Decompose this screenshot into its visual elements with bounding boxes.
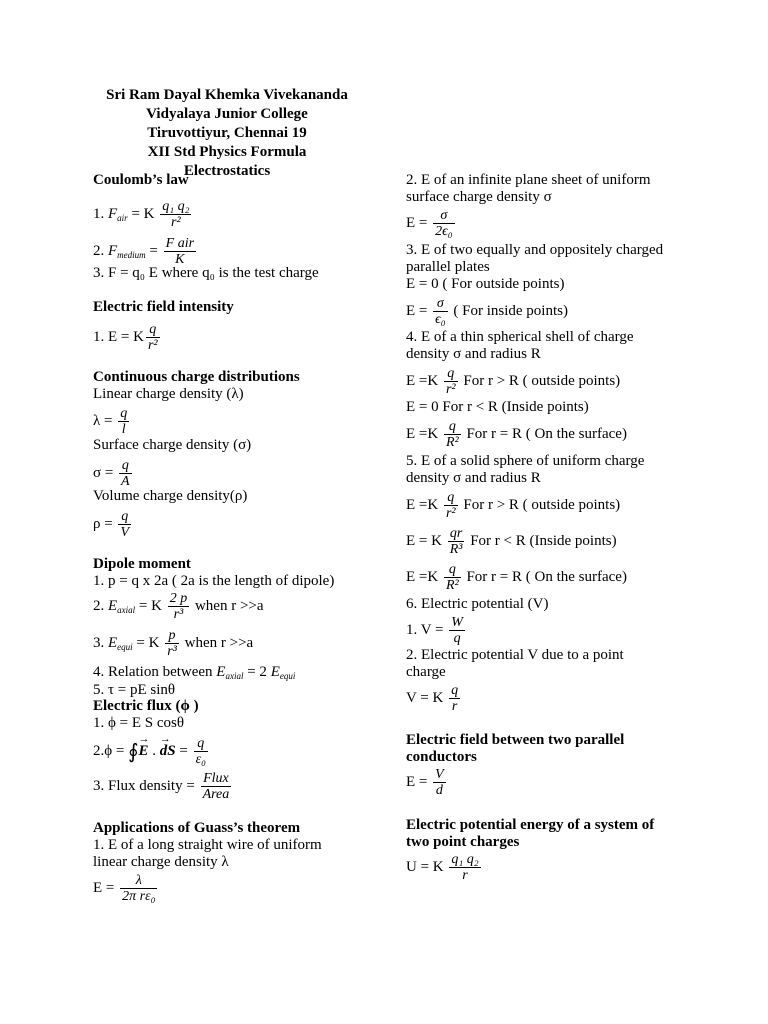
text-electric-potential: 6. Electric potential (V) [406,596,549,612]
text-shell-line2: density σ and radius R [406,346,541,362]
denominator: r [462,868,468,883]
condition: For r < R (Inside points) [466,532,617,549]
formula-plane-sheet [406,208,457,239]
fraction [168,591,190,622]
formula-coulomb-medium [93,236,198,267]
field-symbol: E [216,664,226,680]
text-solid-sphere-line2: density σ and radius R [406,470,541,486]
section-heading-coulomb: Coulomb’s law [93,172,189,188]
fraction [119,458,132,489]
vector-ds: → dS [160,743,176,760]
formula-lhs: E =K [406,372,442,389]
field-symbol: E [270,664,280,680]
equals-two: = 2 [243,664,271,680]
fraction [160,199,191,230]
denominator: q [453,631,461,646]
denominator: ϵ₀ [435,312,446,327]
denominator: R³ [449,542,463,557]
formula-torque: 5. τ = pE sinθ [93,682,176,698]
text-point-charge-line2: charge [406,664,446,680]
dot-operator: . [148,742,160,759]
formula-number: 3. [93,634,108,651]
closed-integral-icon: ∮ [128,740,139,763]
condition: For r > R ( outside points) [459,496,621,513]
denominator: ε₀ [195,752,206,767]
fraction [449,683,460,714]
formula-lhs: σ = [93,464,118,481]
header-topic: Electrostatics [183,163,271,179]
formula-shell-inside: E = 0 For r < R (Inside points) [406,399,589,415]
fraction [120,873,157,904]
formula-lhs: E =K [406,425,442,442]
text-point-charge-line1: 2. Electric potential V due to a point [406,647,624,663]
label-volume-density: Volume charge density(ρ) [93,488,248,504]
force-symbol: F [108,205,118,222]
fraction [449,852,480,883]
fraction [433,208,455,239]
vector-e: → E [139,743,149,760]
denominator: R² [445,578,459,593]
header-address: Tiruvottiyur, Chennai 19 [147,125,307,141]
section-heading-parallel-conductors-line2: conductors [406,749,477,765]
fraction [194,736,208,767]
formula-field-intensity [93,322,162,353]
formula-lhs: ρ = [93,515,117,532]
numerator: q [120,406,128,421]
field-symbol: E [108,597,118,614]
numerator: F air [165,236,195,251]
denominator: A [121,474,130,489]
section-heading-parallel-conductors: Electric field between two parallel [406,732,625,748]
text-solid-sphere-line1: 5. E of a solid sphere of uniform charge [406,453,645,469]
formula-sphere-surface [406,562,627,593]
field-symbol: E [108,634,118,651]
denominator: 2ϵ₀ [435,224,453,239]
force-symbol: F [108,242,118,259]
document-header [93,86,361,181]
formula-number: 2. [93,597,108,614]
formula-number: 2. [93,242,108,259]
numerator: q [444,366,458,382]
text-plane-sheet-line2: surface charge density σ [406,189,552,205]
formula-sphere-outside [406,490,620,521]
formula-lhs: U = K [406,858,448,875]
numerator: V [435,767,444,782]
denominator: R² [445,435,459,450]
text-wire-line1: 1. E of a long straight wire of uniform [93,837,322,853]
formula-plates-inside [406,296,568,327]
formula-potential-work [406,615,467,646]
formula-lhs: E = [406,302,432,319]
denominator: r² [445,382,456,397]
numerator: q [444,419,461,435]
formula-shell-surface [406,419,627,450]
formula-potential-energy [406,852,483,883]
subscript: equi [117,641,133,652]
numerator: q [119,458,132,474]
subscript: air [117,212,128,223]
equals-k: = K [135,597,166,614]
formula-equatorial-field [93,628,253,659]
numerator: q [194,736,208,752]
formula-dipole-moment: 1. p = q x 2a ( 2a is the length of dipole) [93,573,335,589]
fraction [118,406,129,437]
denominator: r³ [167,644,177,659]
subscript: axial [225,671,244,681]
header-school-line2: Vidyalaya Junior College [146,106,308,122]
equals-k: = K [132,634,164,651]
condition: when r >>a [191,597,264,614]
numerator: λ [120,873,157,889]
formula-lhs: λ = [93,412,117,429]
header-course: XII Std Physics Formula [147,144,307,160]
section-heading-dipole: Dipole moment [93,556,191,572]
header-school-line1: Sri Ram Dayal Khemka Vivekananda [106,87,348,103]
formula-lhs: E = K [406,532,446,549]
text-plane-sheet-line1: 2. E of an infinite plane sheet of uniform [406,172,651,188]
fraction [433,296,448,327]
formula-wire-field [93,873,159,904]
section-heading-continuous: Continuous charge distributions [93,369,300,385]
formula-parallel-conductors [406,767,448,798]
condition: For r > R ( outside points) [459,372,621,389]
numerator: 2 p [169,591,188,606]
section-heading-potential-energy: Electric potential energy of a system of [406,817,655,833]
condition: ( For inside points) [449,302,568,319]
formula-lambda [93,406,131,437]
condition: For r = R ( On the surface) [462,425,627,442]
numerator: Flux [201,771,232,787]
text-plates-line1: 3. E of two equally and oppositely charged [406,242,664,258]
denominator: Area [202,787,230,802]
subscript: medium [117,249,146,260]
denominator: l [121,422,126,437]
formula-lhs: E =K [406,568,442,585]
fraction [433,767,446,798]
formula-lhs: 2.ϕ = [93,742,129,759]
equals: = [175,742,192,759]
condition: when r >>a [180,634,254,651]
formula-lhs: E = [93,879,119,896]
formula-test-charge: 3. F = q₀ E where q₀ is the test charge [93,265,319,281]
label-surface-density: Surface charge density (σ) [93,437,252,453]
numerator: q [444,562,461,578]
text-plates-line2: parallel plates [406,259,490,275]
formula-lhs: E =K [406,496,442,513]
formula-flux-density [93,771,233,802]
label-linear-density: Linear charge density (λ) [93,386,244,402]
formula-point-potential [406,683,462,714]
numerator: q₁ q₂ [162,199,190,214]
section-heading-field: Electric field intensity [93,299,234,315]
formula-text: 4. Relation between [93,664,217,680]
fraction [165,628,179,659]
formula-sphere-inside [406,526,617,557]
fraction [444,419,461,450]
numerator: qr [448,526,465,542]
numerator: q [118,509,131,525]
numerator: q [444,490,458,506]
formula-lhs: 1. V = [406,621,448,638]
formula-shell-outside [406,366,620,397]
formula-lhs: E = [406,214,432,231]
fraction [444,490,458,521]
formula-lhs: E = [406,773,432,790]
subscript: equi [279,671,296,681]
section-heading-gauss: Applications of Guass’s theorem [93,820,301,836]
denominator: r [451,699,458,714]
formula-number: 1. [93,205,108,222]
fraction [201,771,232,802]
numerator: q [146,322,160,338]
equals: = [145,242,162,259]
section-heading-potential-energy-line2: two point charges [406,834,520,850]
denominator: V [120,525,130,540]
fraction [449,615,465,646]
formula-coulomb-air [93,199,193,230]
numerator: σ [433,208,455,224]
denominator: 2π rε₀ [122,889,156,904]
formula-lhs: 1. E = K [93,328,144,345]
text-shell-line1: 4. E of a thin spherical shell of charge [406,329,634,345]
formula-lhs: V = K [406,689,448,706]
formula-rho [93,509,133,540]
fraction [444,562,461,593]
numerator: p [165,628,179,644]
formula-plates-outside: E = 0 ( For outside points) [406,276,565,292]
denominator: K [175,252,185,267]
numerator: W [451,615,463,630]
fraction [146,322,160,353]
fraction [164,236,196,267]
denominator: r² [171,215,181,230]
formula-gauss-law [93,736,210,767]
formula-lhs: 3. Flux density = [93,777,199,794]
condition: For r = R ( On the surface) [462,568,627,585]
denominator: r² [445,506,456,521]
fraction [444,366,458,397]
numerator: q [451,683,459,698]
equals-k: = K [127,205,159,222]
formula-flux: 1. ϕ = E S cosθ [93,715,185,731]
text-wire-line2: linear charge density λ [93,854,229,870]
fraction [118,509,131,540]
formula-sigma [93,458,134,489]
denominator: r² [147,338,158,353]
numerator: q₁ q₂ [451,852,479,867]
denominator: d [435,783,443,798]
numerator: σ [433,296,448,312]
subscript: axial [117,604,136,615]
formula-axial-field [93,591,264,622]
fraction [448,526,465,557]
denominator: r³ [173,607,184,622]
section-heading-flux: Electric flux (ϕ ) [93,698,199,714]
